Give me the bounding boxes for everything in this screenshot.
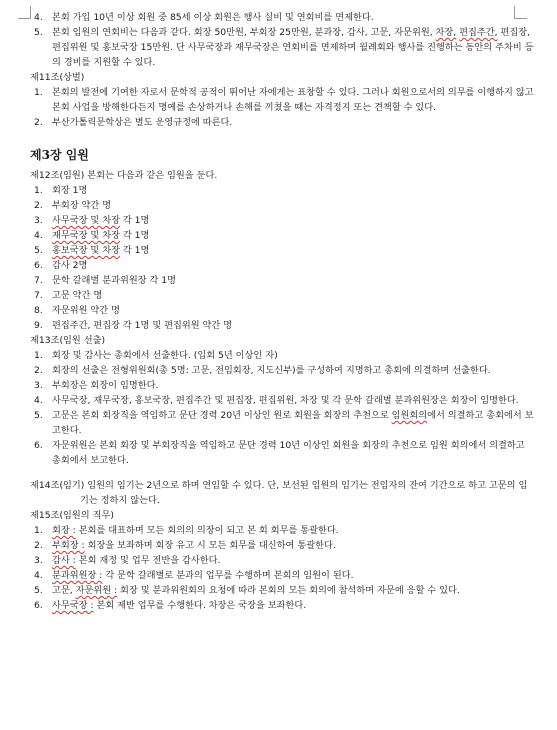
item-number: 1. xyxy=(34,87,43,98)
list-item xyxy=(30,408,535,438)
list-item xyxy=(30,303,535,318)
spellcheck-flagged-text: 사무국장 및 차장 xyxy=(52,215,120,226)
item-text: 본회 가입 10년 이상 회원 중 85세 이상 회원은 행사 실비 및 연회비를 면제한다. xyxy=(52,12,374,23)
item-number: 3. xyxy=(34,380,43,391)
item-number: 2. xyxy=(34,117,43,128)
item-text: 고문, xyxy=(52,585,76,596)
list-item xyxy=(30,243,535,258)
spellcheck-flagged-text: 차장, xyxy=(435,27,457,38)
list-item xyxy=(30,438,535,468)
item-text: 회장 1명 xyxy=(52,185,88,196)
item-text: 부회장 약간 명 xyxy=(52,200,112,211)
list-item xyxy=(30,378,535,393)
list-item xyxy=(30,288,535,303)
item-number: 2. xyxy=(34,540,43,551)
item-text: 부회장은 회장이 임명한다. xyxy=(52,380,159,391)
list-item xyxy=(30,553,535,568)
list-item xyxy=(30,228,535,243)
list-item xyxy=(30,568,535,583)
list-item xyxy=(30,598,535,613)
item-number: 7. xyxy=(34,275,43,286)
item-text: 사무국장, 재무국장, 홍보국장, 편집주간 및 편집장, 편집위원, 차장 및 각 문학 갈래별 분과위원장은 회장이 임명한다. xyxy=(52,395,519,406)
spellcheck-flagged-text: 분과위원장 : xyxy=(52,570,103,581)
item-number: 3. xyxy=(34,215,43,226)
list-item xyxy=(30,318,535,333)
item-number: 6. xyxy=(34,600,43,611)
list-item xyxy=(30,523,535,538)
spellcheck-flagged-text: 임원회의 xyxy=(391,410,428,421)
article-15-title: 제15조(임원의 직무) xyxy=(30,510,114,521)
item-text: 문학 갈래별 분과위원장 각 1명 xyxy=(52,275,177,286)
item-text: 부산가톨릭문학상은 별도 운영규정에 따른다. xyxy=(52,117,233,128)
spellcheck-flagged-text: 감사 : xyxy=(52,555,76,566)
item-number: 9. xyxy=(34,320,43,331)
item-text: 고문은 본회 회장직을 역임하고 문단 경력 20년 이상인 원로 회원을 회장의 추천으로 xyxy=(52,410,392,421)
list-item xyxy=(30,213,535,228)
item-number: 7. xyxy=(34,290,43,301)
spellcheck-flagged-text: 자문위원 : xyxy=(75,585,118,596)
item-text: 에서 의결하고 총회에서 보고한다. xyxy=(52,410,534,436)
spellcheck-flagged-text: 홍보국장 및 차장 xyxy=(52,245,120,256)
item-text: 자문위원 약간 명 xyxy=(52,305,120,316)
list-item xyxy=(30,183,535,198)
item-number: 8. xyxy=(34,305,43,316)
list-item xyxy=(30,115,535,130)
item-text: 회장을 보좌하며 회장 유고 시 모든 회무를 대신하여 통괄한다. xyxy=(84,540,336,551)
item-number: 2. xyxy=(34,365,43,376)
spellcheck-flagged-text: 사무국장 : xyxy=(52,600,94,611)
item-number: 2. xyxy=(34,200,43,211)
item-text: 각 문학 갈래별로 분과의 업무를 수행하며 본회의 임원이 된다. xyxy=(102,570,354,581)
item-text: 본회 임원의 연회비는 다음과 같다. 회장 50만원, 부회장 25만원, 분과장, 감사, 고문, 자문위원, xyxy=(52,27,436,38)
list-item xyxy=(30,363,535,378)
list-item xyxy=(30,583,535,598)
list-item xyxy=(30,85,535,115)
article-12-title: 제12조(임원) 본회는 다음과 같은 임원을 둔다. xyxy=(30,170,218,181)
item-number: 4. xyxy=(34,230,43,241)
article-11-list xyxy=(30,85,535,130)
spellcheck-flagged-text: 재무국장 및 차장 xyxy=(52,230,120,241)
item-text: 고문 약간 명 xyxy=(52,290,103,301)
item-text: 회장 및 분과위원회의 요청에 따라 본회의 모든 회의에 참석하며 자문에 응할 수 있다. xyxy=(117,585,460,596)
spellcheck-flagged-text: 편집주간, xyxy=(459,27,498,38)
article-13-title: 제13조(임원 선출) xyxy=(30,335,106,346)
membership-fee-list xyxy=(30,10,535,70)
list-item xyxy=(30,10,535,25)
list-item xyxy=(30,273,535,288)
chapter-3-heading: 제3장 임원 xyxy=(30,148,89,162)
item-number: 4. xyxy=(34,570,43,581)
item-text: 회장 및 감사는 총회에서 선출한다. (입회 5년 이상인 자) xyxy=(52,350,278,361)
item-text: 감사 2명 xyxy=(52,260,88,271)
item-number: 4. xyxy=(34,12,43,23)
document-body xyxy=(30,10,535,613)
list-item xyxy=(30,198,535,213)
article-15-list xyxy=(30,523,535,613)
item-text: 각 1명 xyxy=(119,230,150,241)
item-text: 본회 제반 업무를 수행한다. 차장은 국장을 보좌한다. xyxy=(93,600,307,611)
item-text: 본회의 발전에 기여한 자로서 문학적 공적이 뛰어난 자에게는 표창할 수 있다. 그러나 회원으로서의 의무를 이행하지 않고 본회 사업을 방해한다든지 명예를 손상하거나 손해를 끼쳤을 때는 자격정지 또는 견책할 수 있다. xyxy=(52,87,534,113)
item-number: 3. xyxy=(34,555,43,566)
article-12-list xyxy=(30,183,535,333)
list-item xyxy=(30,348,535,363)
item-number: 5. xyxy=(34,585,43,596)
list-item xyxy=(30,393,535,408)
item-number: 1. xyxy=(34,525,43,536)
item-number: 6. xyxy=(34,260,43,271)
article-14-text: 제14조(임기) 임원의 임기는 2년으로 하며 연임할 수 있다. 단, 보선된 임원의 임기는 전임자의 잔여 기간으로 하고 고문의 임기는 정하지 않는다. xyxy=(30,480,528,506)
item-text: 편집장, 편집위원 및 홍보국장 15만원. 단 사무국장과 재무국장은 연회비를 면제하며 월례회와 행사를 진행하는 동안의 주차비 등의 경비를 지원할 수 있다. xyxy=(52,27,534,68)
item-number: 5. xyxy=(34,410,43,421)
spacer xyxy=(30,130,535,140)
article-13-list xyxy=(30,348,535,468)
item-number: 1. xyxy=(34,350,43,361)
article-11-title: 제11조(상벌) xyxy=(30,72,85,83)
item-number: 4. xyxy=(34,395,43,406)
item-number: 1. xyxy=(34,185,43,196)
item-text: 자문위원은 본회 회장 및 부회장직을 역임하고 문단 경력 10년 이상인 회원을 회장의 추천으로 임원 회의에서 의결하고 총회에서 보고한다. xyxy=(52,440,525,466)
item-number: 5. xyxy=(34,27,43,38)
item-text: 편집주간, 편집장 각 1명 및 편집위원 약간 명 xyxy=(52,320,233,331)
list-item xyxy=(30,258,535,273)
item-text: 본회 재정 및 업무 전반을 감사한다. xyxy=(75,555,221,566)
spacer xyxy=(30,468,535,478)
spellcheck-flagged-text: 부회장 : xyxy=(52,540,85,551)
item-text: 회장의 선출은 전형위원회(총 5명: 고문, 전임회장, 지도신부)를 구성하여 지명하고 총회에 의결하며 선출한다. xyxy=(52,365,491,376)
list-item xyxy=(30,538,535,553)
item-number: 5. xyxy=(34,245,43,256)
item-text: 각 1명 xyxy=(119,215,150,226)
item-number: 6. xyxy=(34,440,43,451)
item-text: 각 1명 xyxy=(119,245,150,256)
spellcheck-flagged-text: 회장 : xyxy=(52,525,76,536)
item-text: 본회를 대표하며 모든 회의의 의장이 되고 본 회 회무를 통괄한다. xyxy=(75,525,339,536)
list-item xyxy=(30,25,535,70)
